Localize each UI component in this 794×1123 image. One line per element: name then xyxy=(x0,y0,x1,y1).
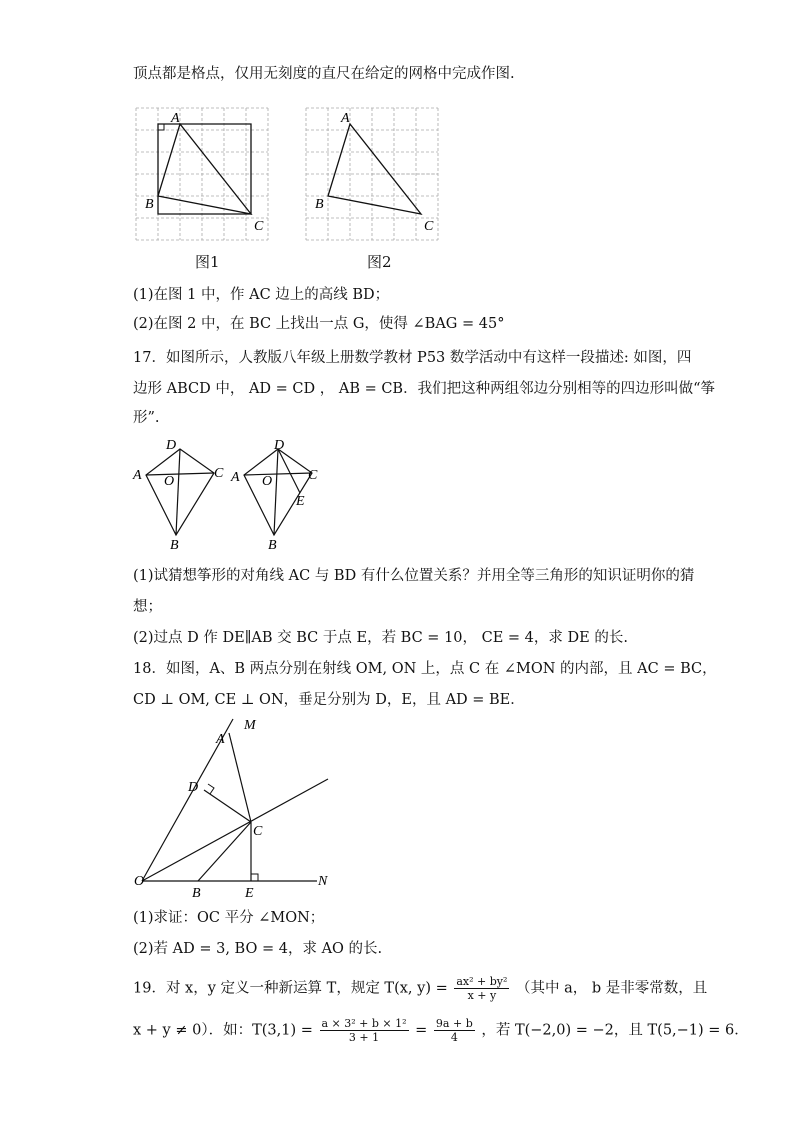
q19-eq: = xyxy=(415,1022,428,1039)
q19-frac-num: ax² + by² xyxy=(456,975,508,988)
q16-part2: (2)在图 2 中，在 BC 上找出一点 G，使得 ∠BAG = 45° xyxy=(133,316,505,332)
right-angle-d xyxy=(208,784,214,794)
grid-2 xyxy=(306,108,438,240)
q17-line3: 形”. xyxy=(133,410,160,426)
intro-text: 顶点都是格点，仅用无刻度的直尺在给定的网格中完成作图. xyxy=(133,66,515,82)
label-n: N xyxy=(318,874,328,889)
q17-line2: 边形 ABCD 中， AD = CD ， AB = CB．我们把这种两组邻边分别相等的四边形叫做“筝 xyxy=(133,381,716,397)
label-e-kite: E xyxy=(296,494,305,509)
q19-line2-b: ，若 T(−2,0) = −2，且 T(5,−1) = 6． xyxy=(481,1022,749,1039)
q19-frac-den: x + y xyxy=(467,989,497,1002)
q19-line2 xyxy=(133,1017,749,1044)
label-a-kite-2: A xyxy=(231,470,240,485)
label-d: D xyxy=(166,438,177,453)
q19-frac-den2: 4 xyxy=(450,1031,458,1044)
segment-de xyxy=(278,449,300,493)
segment-bc xyxy=(198,822,251,881)
q19-line1-a: 19．对 x，y 定义一种新运算 T，规定 T(x, y) = xyxy=(133,980,448,997)
q19-fraction-example xyxy=(320,1017,409,1044)
q19-fraction-def xyxy=(454,975,509,1002)
label-m: M xyxy=(244,718,256,733)
right-angle-mark xyxy=(158,124,164,130)
fig1-caption: 图1 xyxy=(195,253,220,271)
label-c: C xyxy=(254,219,264,234)
label-a-kite: A xyxy=(133,468,142,483)
label-a: A xyxy=(171,111,180,126)
label-b-ang: B xyxy=(192,886,201,901)
q17-line1: 17．如图所示，人教版八年级上册数学教材 P53 数学活动中有这样一段描述: 如图，四 xyxy=(133,350,692,366)
label-d-ang: D xyxy=(188,780,199,795)
label-c-kite: C xyxy=(214,466,224,481)
triangle-abc-2 xyxy=(328,124,421,214)
q18-line1: 18．如图，A、B 两点分别在射线 OM, ON 上，点 C 在 ∠MON 的内部，且 AC = BC， xyxy=(133,661,717,677)
label-o-2: O xyxy=(262,474,273,489)
angle-figure xyxy=(132,713,352,903)
q19-line1-b: （其中 a， b 是非零常数，且 xyxy=(516,980,708,997)
label-e-ang: E xyxy=(245,886,254,901)
label-d-2: D xyxy=(274,438,285,453)
q18-part1: (1)求证：OC 平分 ∠MON； xyxy=(133,910,325,926)
q18-part2: (2)若 AD = 3, BO = 4，求 AO 的长. xyxy=(133,941,383,957)
triangle-abc-1 xyxy=(158,124,251,214)
label-c-ang: C xyxy=(253,824,263,839)
label-b-kite: B xyxy=(170,538,179,553)
ray-oc xyxy=(142,779,328,881)
square-frame xyxy=(158,124,251,214)
label-c-2: C xyxy=(424,219,434,234)
q17-part2: (2)过点 D 作 DE∥AB 交 BC 于点 E，若 BC = 10， CE = 4，求 DE 的长. xyxy=(133,630,628,646)
q19-frac-num1: a × 3² + b × 1² xyxy=(321,1017,407,1030)
label-a-2: A xyxy=(341,111,350,126)
q19-frac-num2: 9a + b xyxy=(435,1017,473,1030)
label-b: B xyxy=(145,197,154,212)
fig2-caption: 图2 xyxy=(367,253,392,271)
label-o-ang: O xyxy=(134,874,145,889)
label-o: O xyxy=(164,474,175,489)
q16-part1: (1)在图 1 中，作 AC 边上的高线 BD； xyxy=(133,287,390,303)
grid-1 xyxy=(136,108,268,240)
q19-line2-a: x + y ≠ 0）．如：T(3,1) = xyxy=(133,1022,313,1039)
q19-frac-den1: 3 + 1 xyxy=(348,1031,380,1044)
q18-line2: CD ⊥ OM, CE ⊥ ON，垂足分别为 D，E，且 AD = BE． xyxy=(133,692,525,708)
q17-part1a: (1)试猜想筝形的对角线 AC 与 BD 有什么位置关系？并用全等三角形的知识证明你的猜 xyxy=(133,568,695,584)
label-a-ang: A xyxy=(216,732,225,747)
figure-1 xyxy=(128,100,438,250)
right-angle-e xyxy=(251,874,258,881)
label-c-kite-2: C xyxy=(308,468,318,483)
label-b-kite-2: B xyxy=(268,538,277,553)
label-b-2: B xyxy=(315,197,324,212)
q19-fraction-result xyxy=(434,1017,475,1044)
q19-line1 xyxy=(133,975,707,1002)
kite-figures xyxy=(130,437,350,557)
q17-part1b: 想； xyxy=(133,599,162,615)
